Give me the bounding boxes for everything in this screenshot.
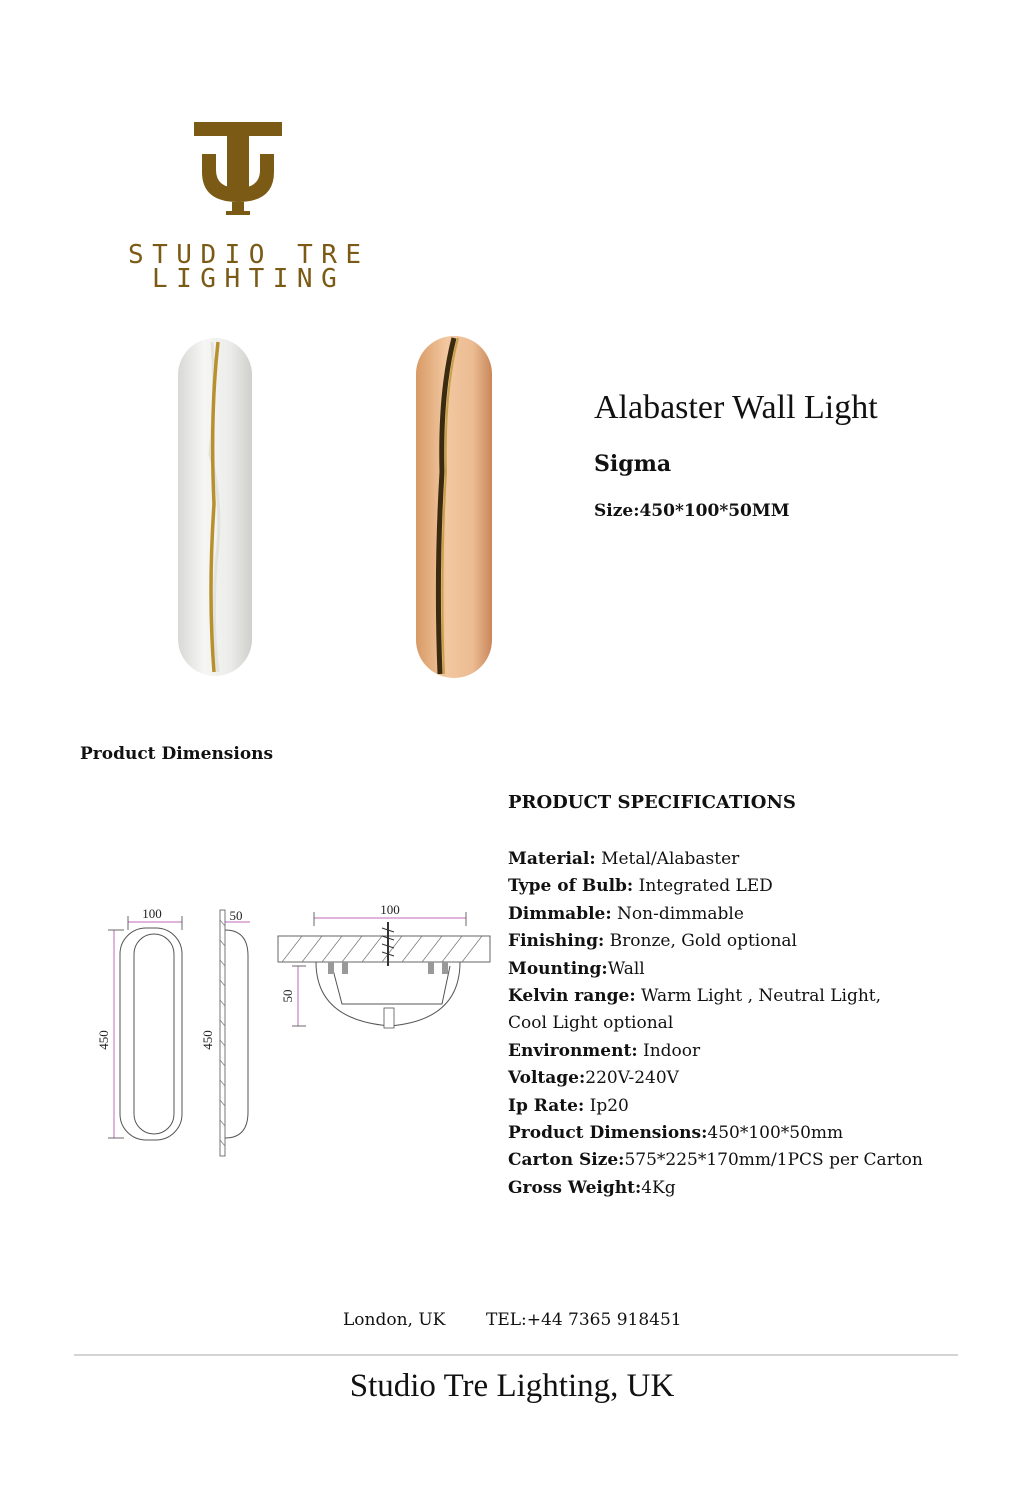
side-depth-label: 50: [229, 908, 243, 923]
spec-key: Carton Size:: [508, 1150, 625, 1171]
footer-location: London, UK: [343, 1310, 446, 1330]
top-width-label: 100: [380, 902, 400, 917]
spec-key: Product Dimensions:: [508, 1123, 708, 1144]
spec-value: Metal/Alabaster: [595, 849, 740, 869]
product-size: Size:450*100*50MM: [594, 501, 790, 521]
side-height-label: 450: [200, 1030, 215, 1050]
spec-row-weight: [508, 1175, 928, 1202]
spec-value: Non-dimmable: [611, 903, 744, 924]
spec-list: [508, 846, 928, 1202]
spec-key: Dimmable:: [508, 903, 612, 924]
spec-row-kelvin-cont: [508, 1010, 928, 1037]
spec-key: Ip Rate:: [508, 1095, 585, 1116]
spec-row-material: [508, 846, 928, 873]
spec-row-kelvin: [508, 983, 928, 1010]
spec-value: Warm Light , Neutral Light,: [635, 986, 882, 1007]
logo-text-line1: STUDIO TRE: [128, 240, 370, 270]
footer-phone: TEL:+44 7365 918451: [486, 1310, 682, 1330]
spec-row-finishing: [508, 928, 928, 955]
spec-row-dimensions: [508, 1120, 928, 1147]
spec-value: 450*100*50mm: [707, 1123, 844, 1144]
product-title: Alabaster Wall Light: [594, 389, 878, 426]
spec-row-mounting: [508, 956, 928, 983]
spec-row-ip: [508, 1093, 928, 1120]
front-height-label: 450: [96, 1030, 111, 1050]
spec-value: 575*225*170mm/1PCS per Carton: [624, 1150, 923, 1171]
front-width-label: 100: [142, 906, 162, 921]
spec-value: Bronze, Gold optional: [604, 931, 797, 952]
top-view-drawing: [272, 896, 494, 1046]
spec-value: Cool Light optional: [508, 1013, 674, 1034]
spec-value: Ip20: [584, 1095, 629, 1116]
footer-company-name: Studio Tre Lighting, UK: [349, 1368, 675, 1404]
spec-key: Voltage:: [508, 1068, 586, 1089]
product-image-amber: [410, 332, 498, 682]
spec-value: Wall: [607, 958, 645, 979]
spec-row-dimmable: [508, 901, 928, 928]
spec-key: Type of Bulb:: [508, 876, 634, 897]
front-view-drawing: [90, 900, 200, 1150]
spec-key: Mounting:: [508, 958, 608, 979]
specifications-heading: PRODUCT SPECIFICATIONS: [508, 792, 796, 813]
top-depth-label: 50: [280, 989, 295, 1003]
spec-row-environment: [508, 1038, 928, 1065]
footer-divider: [74, 1354, 958, 1356]
product-image-white: [172, 334, 258, 680]
spec-row-carton: [508, 1147, 928, 1174]
product-model: Sigma: [594, 451, 672, 477]
spec-key: Material:: [508, 849, 596, 869]
spec-key: Kelvin range:: [508, 986, 636, 1007]
spec-value: Integrated LED: [633, 876, 773, 897]
spec-value: Indoor: [637, 1040, 701, 1061]
spec-row-bulb: [508, 873, 928, 900]
logo-text-line2: LIGHTING: [152, 264, 346, 294]
spec-key: Gross Weight:: [508, 1177, 642, 1198]
spec-key: Environment:: [508, 1040, 638, 1061]
spec-key: Finishing:: [508, 931, 605, 952]
dimensions-heading: Product Dimensions: [80, 744, 274, 764]
spec-value: 220V-240V: [585, 1068, 679, 1089]
spec-value: 4Kg: [641, 1177, 676, 1198]
side-view-drawing: [198, 900, 258, 1162]
spec-row-voltage: [508, 1065, 928, 1092]
brand-logo-icon: [190, 118, 286, 220]
